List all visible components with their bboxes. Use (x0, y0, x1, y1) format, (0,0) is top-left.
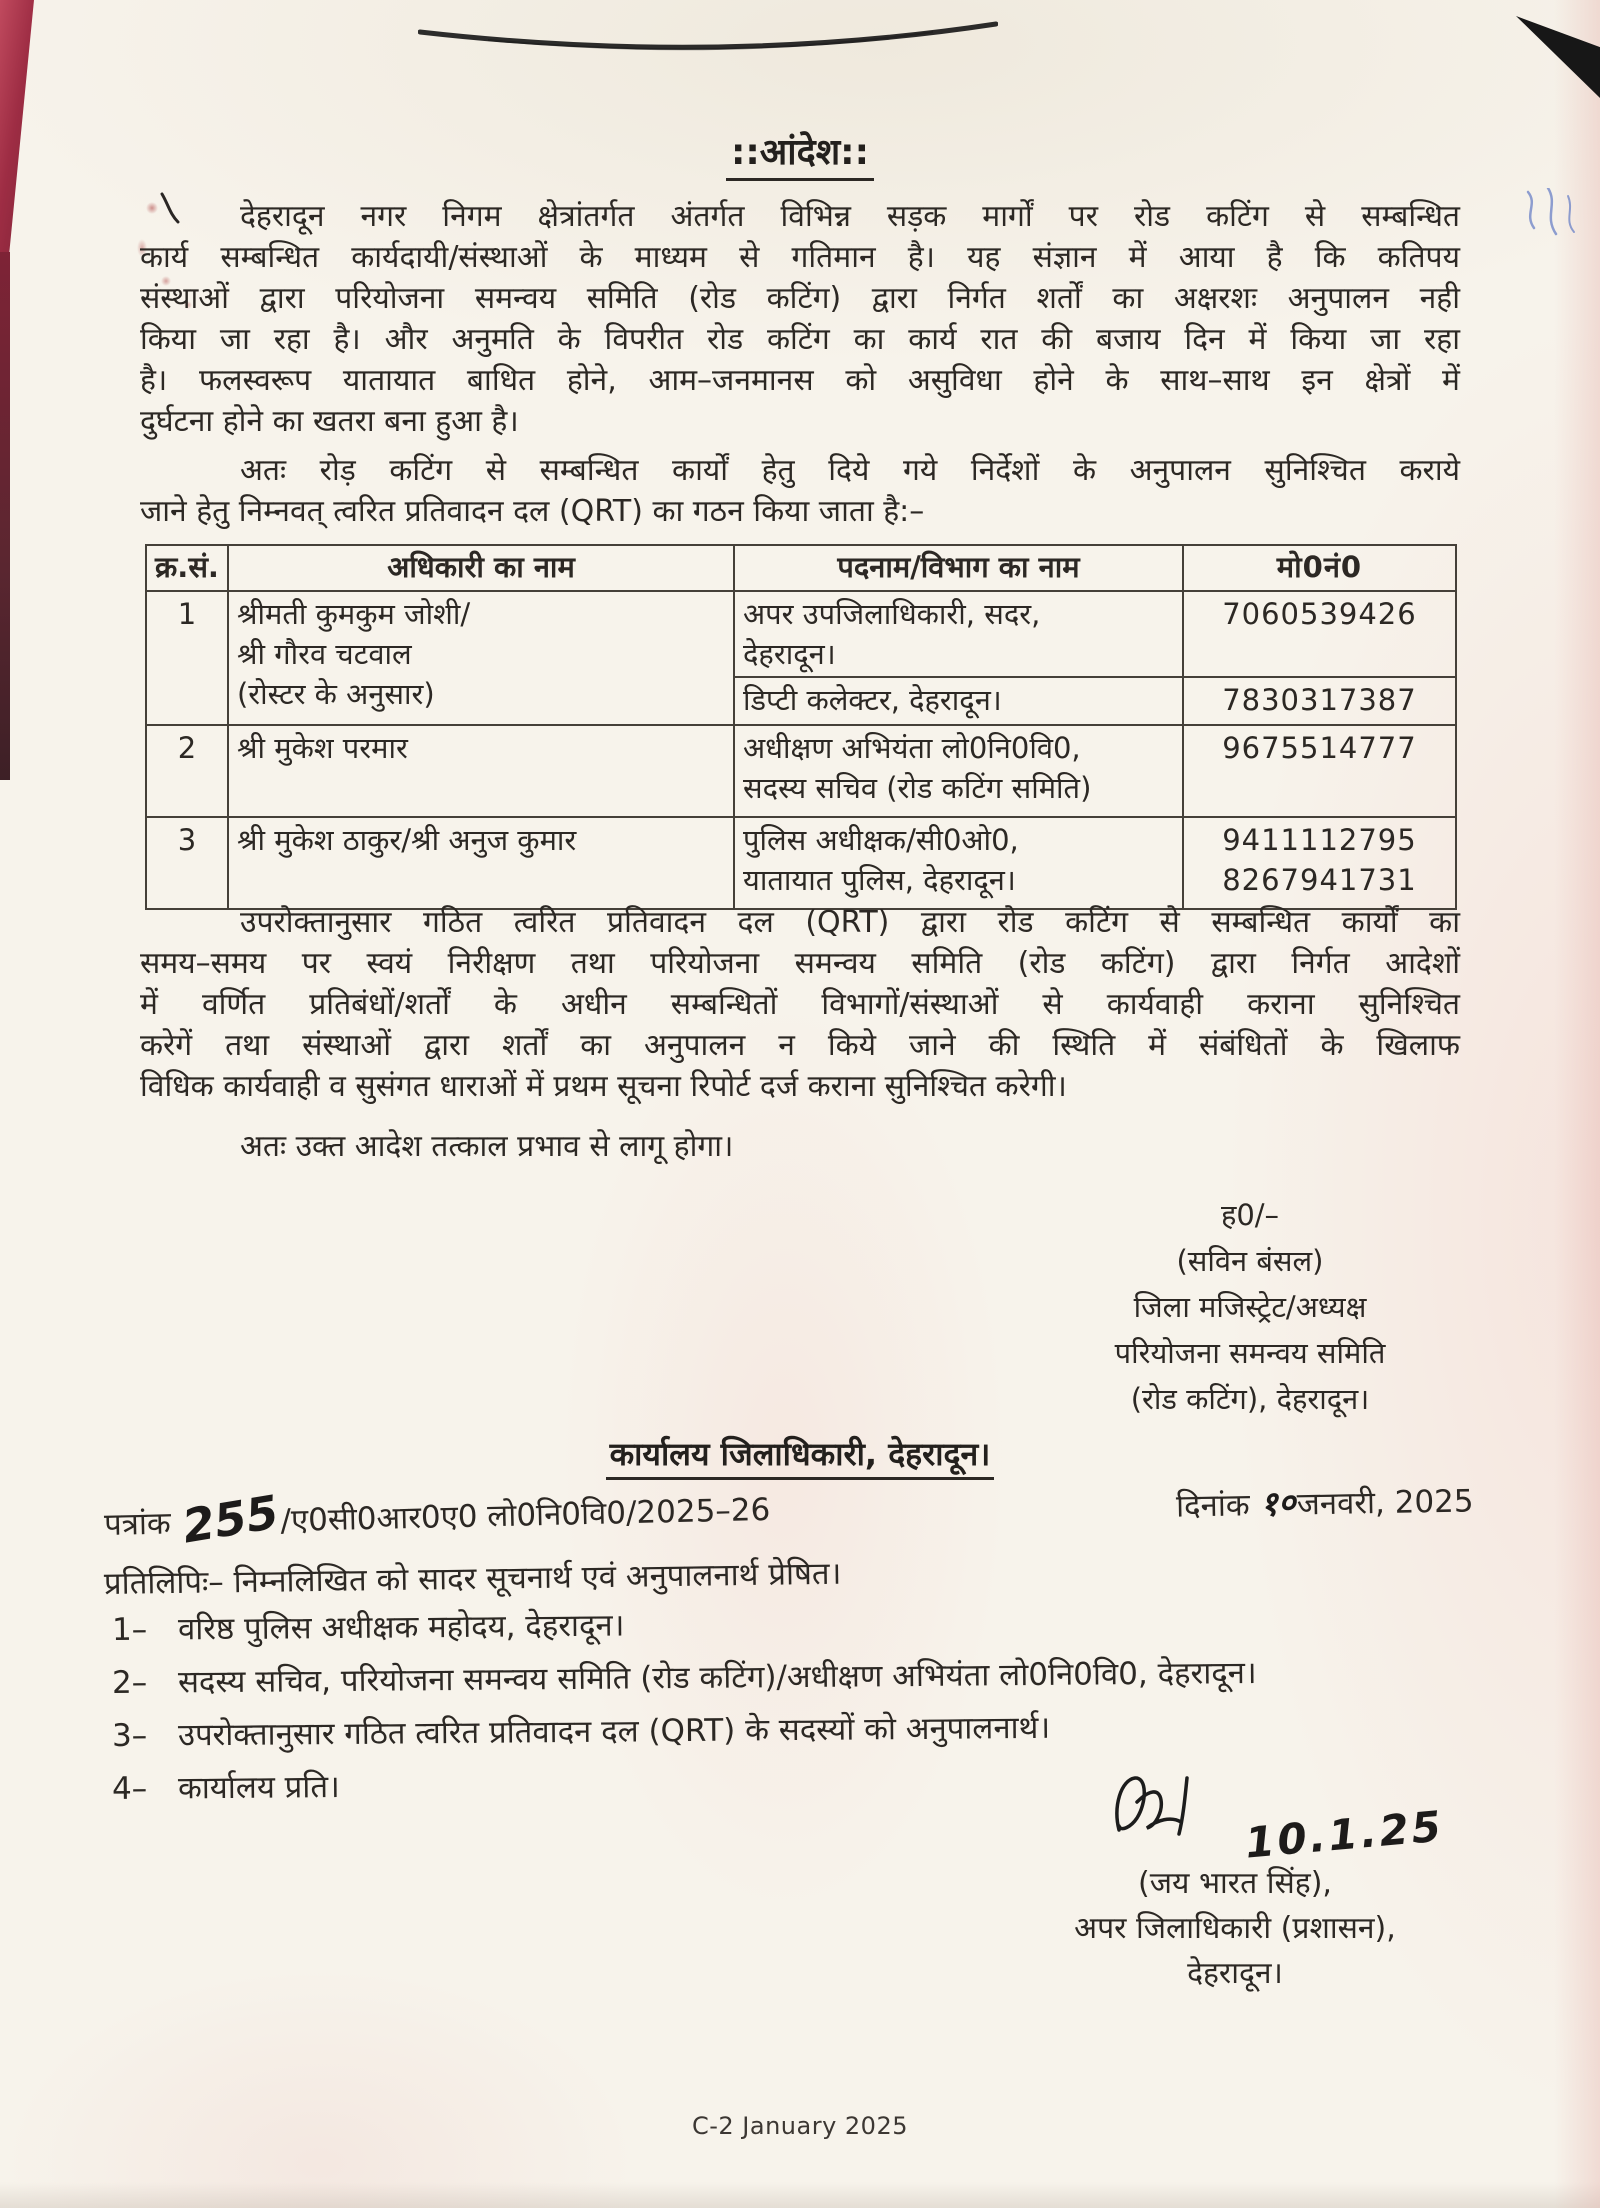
text-line: विधिक कार्यवाही व सुसंगत धाराओं में प्रथम सूचना रिपोर्ट दर्ज कराना सुनिश्चित करेगी। (140, 1069, 1067, 1104)
letter-date (1176, 1475, 1474, 1526)
list-item (112, 1702, 1480, 1758)
list-item-text: उपरोक्तानुसार गठित त्वरित प्रतिवादन दल (QRT) के सदस्यों को अनुपालनार्थ। (177, 1709, 1051, 1754)
reference-line (103, 1482, 1475, 1554)
text-line: 9411112795 (1222, 823, 1417, 857)
letter-number-rest: /ए0सी0आर0ए0 लो0नि0वि0/2025–26 (280, 1491, 771, 1539)
table-row (146, 725, 1456, 817)
cell-serial: 1 (146, 591, 228, 725)
signatory-name: (जय भारत सिंह), (1138, 1866, 1332, 1901)
signature-mark (1105, 1772, 1235, 1857)
text-line: देहरादून। (743, 637, 836, 671)
office-heading-text: कार्यालय जिलाधिकारी, देहरादून। (606, 1435, 995, 1480)
cell-mobile: 7830317387 (1183, 677, 1456, 725)
letter-number (103, 1477, 771, 1554)
cell-officer-name (228, 591, 734, 725)
cell-designation (734, 591, 1183, 677)
qrt-members-table (145, 544, 1457, 910)
page-footer: C-2 January 2025 (691, 2112, 908, 2140)
text-line: दुर्घटना होने का खतरा बना हुआ है। (140, 404, 519, 439)
handwritten-date-number: १० (1259, 1482, 1299, 1526)
signatory-name: (सविन बंसल) (1176, 1244, 1324, 1278)
table-row (146, 817, 1456, 909)
text-line: अपर उपजिलाधिकारी, सदर, (743, 597, 1041, 631)
text-line: श्रीमती कुमकुम जोशी/ (236, 597, 471, 631)
text-line: (रोस्टर के अनुसार) (236, 677, 435, 711)
list-item-number: 3– (111, 1717, 148, 1754)
cell-mobile: 7060539426 (1183, 591, 1456, 677)
text-line: पुलिस अधीक्षक/सी0ओ0, (743, 823, 1019, 857)
text-line: करेगें तथा संस्थाओं द्वारा शर्तों का अनुपालन न किये जाने की स्थिति में संबंधितों के खिलाफ (140, 1028, 1460, 1063)
list-item (112, 1649, 1480, 1705)
text-line: 8267941731 (1222, 863, 1417, 897)
handwritten-signature-row (1020, 1772, 1450, 1868)
text-line: देहरादून नगर निगम क्षेत्रांतर्गत अंतर्गत विभिन्न सड़क मार्गों पर रोड कटिंग से सम्बन्धित (240, 199, 1460, 234)
paragraph-qrt-formation (140, 450, 1460, 532)
list-item-text: कार्यालय प्रति। (177, 1769, 340, 1807)
date-label: दिनांक (1176, 1487, 1251, 1525)
cell-serial: 2 (146, 725, 228, 817)
text-line: कार्य सम्बन्धित कार्यदायी/संस्थाओं के माध्यम से गतिमान है। यह संज्ञान में आया है कि कतिपय (140, 240, 1460, 275)
cell-designation: डिप्टी कलेक्टर, देहरादून। (734, 677, 1183, 725)
text-line: यातायात पुलिस, देहरादून। (743, 863, 1016, 897)
date-rest: जनवरी, 2025 (1296, 1483, 1475, 1523)
table-header-row (146, 545, 1456, 591)
list-item-number: 1– (111, 1611, 148, 1648)
cell-serial: 3 (146, 817, 228, 909)
signatory-title: (रोड कटिंग), देहरादून। (1130, 1382, 1370, 1416)
office-heading (0, 1432, 1600, 1475)
list-item (112, 1596, 1480, 1652)
signatory-title: परियोजना समन्वय समिति (1114, 1336, 1386, 1370)
list-item-text: वरिष्ठ पुलिस अधीक्षक महोदय, देहरादून। (177, 1607, 625, 1648)
signatory-title: जिला मजिस्ट्रेट/अध्यक्ष (1133, 1290, 1367, 1324)
text-line: श्री गौरव चटवाल (236, 637, 412, 671)
signatory-title: अपर जिलाधिकारी (प्रशासन), (1074, 1911, 1396, 1946)
text-line: जाने हेतु निम्नवत् त्वरित प्रतिवादन दल (QRT) का गठन किया जाता है:– (140, 494, 925, 529)
signature-block-dm (1080, 1192, 1420, 1422)
paragraph-intro (140, 196, 1460, 442)
copy-forward-note: प्रतिलिपिः– निम्नलिखित को सादर सूचनार्थ एवं अनुपालनार्थ प्रेषित। (103, 1555, 842, 1602)
text-line: अतः रोड़ कटिंग से सम्बन्धित कार्यों हेतु दिये गये निर्देशों के अनुपालन सुनिश्चित कराये (240, 453, 1460, 488)
handwritten-letter-number: 255 (179, 1484, 283, 1554)
cell-mobile: 9675514777 (1183, 725, 1456, 817)
text-line: किया जा रहा है। और अनुमति के विपरीत रोड कटिंग का कार्य रात की बजाय दिन में किया जा रहा (140, 322, 1460, 357)
table-row (146, 591, 1456, 677)
text-line: सदस्य सचिव (रोड कटिंग समिति) (743, 771, 1092, 805)
order-title (0, 126, 1600, 175)
text-line: संस्थाओं द्वारा परियोजना समन्वय समिति (रोड कटिंग) द्वारा निर्गत शर्तों का अक्षरशः अनुपालन नही (140, 281, 1460, 316)
order-title-text: ::आंदेश:: (726, 132, 874, 181)
text-line: उपरोक्तानुसार गठित त्वरित प्रतिवादन दल (QRT) द्वारा रोड कटिंग से सम्बन्धित कार्यों का (240, 905, 1460, 940)
signature-block-adm (1020, 1772, 1450, 1996)
signatory-place: देहरादून। (1187, 1956, 1283, 1991)
cell-designation (734, 817, 1183, 909)
text-line: समय–समय पर स्वयं निरीक्षण तथा परियोजना समन्वय समिति (रोड कटिंग) द्वारा निर्गत आदेशों (140, 946, 1460, 981)
text-line: में वर्णित प्रतिबंधों/शर्तों के अधीन सम्बन्धितों विभागों/संस्थाओं से कार्यवाही कराना सुनिश्चित (140, 987, 1460, 1022)
header-serial: क्र.सं. (146, 545, 228, 591)
cell-officer-name: श्री मुकेश ठाकुर/श्री अनुज कुमार (228, 817, 734, 909)
header-officer-name: अधिकारी का नाम (228, 545, 734, 591)
handwritten-sign-date: 10.1.25 (1243, 1801, 1446, 1868)
text-line: अधीक्षण अभियंता लो0नि0वि0, (743, 731, 1081, 765)
cell-designation (734, 725, 1183, 817)
list-item-number: 2– (111, 1664, 148, 1701)
cell-officer-name: श्री मुकेश परमार (228, 725, 734, 817)
cell-mobile (1183, 817, 1456, 909)
text-line: है। फलस्वरूप यातायात बाधित होने, आम–जनमानस को असुविधा होने के साथ–साथ इन क्षेत्रों में (140, 363, 1460, 398)
paragraph-duties (140, 902, 1460, 1107)
header-mobile: मो0नं0 (1183, 545, 1456, 591)
paragraph-effective-immediately: अतः उक्त आदेश तत्काल प्रभाव से लागू होगा। (240, 1129, 734, 1164)
list-item-number: 4– (111, 1770, 148, 1807)
patrank-label: पत्रांक (103, 1505, 172, 1543)
header-designation: पदनाम/विभाग का नाम (734, 545, 1183, 591)
list-item-text: सदस्य सचिव, परियोजना समन्वय समिति (रोड कटिंग)/अधीक्षण अभियंता लो0नि0वि0, देहरादून। (177, 1655, 1257, 1701)
signed-abbrev: ह0/– (1220, 1198, 1280, 1232)
